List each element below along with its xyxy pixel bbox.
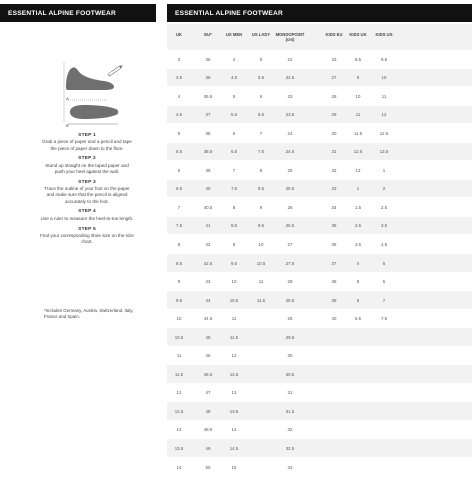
cell-uk: 5 [177,130,181,136]
table-row [167,87,472,106]
cell-mondopoint: 29 [287,316,293,322]
cell-eu: 50 [205,464,211,470]
cell-eu: 45 [205,334,211,340]
cell-kids-uk: 5 [356,279,360,285]
cell-eu: 39 [205,167,211,173]
label-a: A [66,96,69,101]
cell-uk: 9.5 [175,297,183,303]
cell-uk: 13.5 [174,445,184,451]
cell-us-lady: 5 [259,56,263,62]
pencil-icon [108,64,123,76]
cell-uk: 11.5 [174,371,184,377]
foot-measure-diagram [58,60,124,128]
table-row [167,124,472,143]
cell-kids-us: 11 [381,93,387,99]
size-chart-table [167,24,472,477]
cell-kids-eu: 28 [331,93,337,99]
table-row [167,347,472,366]
cell-us-men: 5 [232,93,236,99]
cell-us-lady: 5.5 [257,75,265,81]
cell-kids-uk: 6 [356,297,360,303]
label-b: B [66,123,69,128]
cell-kids-us: 7.5 [380,316,388,322]
table-row [167,143,472,162]
cell-kids-us: 3.5 [380,223,388,229]
cell-us-men: 10 [231,279,237,285]
cell-us-men: 5.5 [230,112,238,118]
cell-eu: 48 [205,408,211,414]
cell-kids-uk: 11 [355,112,361,118]
foot-side-view [66,67,114,90]
cell-kids-eu: 33 [331,56,337,62]
cell-mondopoint: 26 [287,204,293,210]
header-mondopoint: MONDOPOINT (cm) [275,32,305,42]
cell-kids-uk: 12.5 [353,149,363,155]
cell-mondopoint: 23 [287,93,293,99]
cell-us-lady: 8.5 [257,186,265,192]
cell-kids-us: 1 [382,167,386,173]
table-row [167,180,472,199]
table-row [167,402,472,421]
foot-top-view [70,105,118,119]
size-guide-panel [0,0,156,472]
cell-uk: 7 [177,204,181,210]
cell-uk: 4.5 [175,112,183,118]
cell-us-lady: 11 [258,279,264,285]
cell-kids-uk: 8.5 [354,56,362,62]
cell-uk: 10 [176,316,182,322]
cell-kids-uk: 13 [355,167,361,173]
table-row [167,273,472,292]
cell-us-lady: 7.5 [257,149,265,155]
cell-uk: 4 [177,93,181,99]
cell-eu: 37 [205,112,211,118]
cell-us-men: 7.5 [230,186,238,192]
cell-mondopoint: 24.5 [285,149,295,155]
cell-us-men: 12.5 [229,371,239,377]
table-row [167,254,472,273]
cell-eu: 44 [205,297,211,303]
cell-us-men: 14 [231,427,237,433]
cell-kids-uk: 10 [355,93,361,99]
cell-kids-eu: 35 [331,223,337,229]
cell-mondopoint: 27 [287,241,293,247]
cell-us-lady: 6 [259,93,263,99]
table-row [167,310,472,329]
step-text: Trace the outline of your foot on the paper and make sure that the pencil is aligned accurately to the foot. [44,186,130,204]
cell-us-men: 11 [231,316,237,322]
cell-us-men: 4.5 [230,75,238,81]
cell-eu: 38.5 [203,149,213,155]
cell-mondopoint: 25 [287,167,293,173]
cell-uk: 10.5 [174,334,184,340]
cell-uk: 6.5 [175,186,183,192]
size-chart-title: ESSENTIAL ALPINE FOOTWEAR [167,4,472,22]
cell-us-men: 9.5 [230,260,238,266]
cell-us-men: 6 [232,130,236,136]
cell-kids-us: 10 [381,75,387,81]
table-row [167,198,472,217]
cell-kids-us: 4.5 [380,241,388,247]
table-row [167,69,472,88]
cell-kids-us: 12 [381,112,387,118]
cell-us-men: 14.5 [229,445,239,451]
cell-mondopoint: 23.5 [285,112,295,118]
table-row [167,328,472,347]
cell-uk: 12.5 [174,408,184,414]
cell-kids-us: 13.5 [379,149,389,155]
cell-kids-eu: 40 [331,316,337,322]
cell-kids-us: 12.5 [379,130,389,136]
cell-eu: 46.5 [203,371,213,377]
cell-mondopoint: 32.5 [285,445,295,451]
cell-us-men: 7 [232,167,236,173]
cell-mondopoint: 22 [287,56,293,62]
cell-mondopoint: 31.5 [285,408,295,414]
cell-eu: 43 [205,279,211,285]
cell-kids-eu: 36 [331,241,337,247]
table-row [167,235,472,254]
size-chart-header [167,24,472,50]
cell-eu: 36.5 [203,93,213,99]
cell-eu: 48.5 [203,427,213,433]
step-title: STEP 5 [78,226,96,232]
step-3 [40,180,134,205]
cell-kids-us: 9.5 [380,56,388,62]
cell-uk: 14 [176,464,182,470]
cell-us-lady: 6.5 [257,112,265,118]
cell-us-men: 8.5 [230,223,238,229]
cell-uk: 8 [177,241,181,247]
cell-kids-us: 2 [382,186,386,192]
cell-kids-eu: 31 [331,149,337,155]
cell-us-lady: 7 [259,130,263,136]
cell-eu: 44.5 [203,316,213,322]
step-1 [40,133,134,152]
cell-uk: 6 [177,167,181,173]
cell-kids-uk: 11.5 [353,130,363,136]
size-guide-title: ESSENTIAL ALPINE FOOTWEAR [0,4,156,22]
header-eu: EU* [204,32,212,37]
step-2 [40,156,134,175]
step-title: STEP 1 [78,133,96,138]
header-kids-eu: KIDS EU [325,32,343,37]
table-row [167,291,472,310]
step-text: Use a ruler to measure the heel-to-toe length. [40,215,134,221]
cell-eu: 38 [205,130,211,136]
cell-kids-uk: 9 [356,75,360,81]
table-row [167,421,472,440]
table-row [167,458,472,477]
cell-us-lady: 8 [259,167,263,173]
cell-kids-us: 5 [382,260,386,266]
cell-kids-uk: 1.5 [354,204,362,210]
cell-us-lady: 10.5 [256,260,266,266]
step-text: Find your corresponding shoe size on the size chart. [40,232,134,245]
cell-mondopoint: 22.5 [285,75,295,81]
cell-us-lady: 9 [259,204,263,210]
cell-mondopoint: 30 [287,353,293,359]
instruction-steps [40,133,134,250]
cell-mondopoint: 27.5 [285,260,295,266]
cell-us-men: 8 [232,204,236,210]
cell-mondopoint: 25.5 [285,186,295,192]
table-row [167,365,472,384]
cell-eu: 42.5 [203,260,213,266]
cell-mondopoint: 26.5 [285,223,295,229]
cell-us-men: 12 [231,353,237,359]
cell-kids-uk: 6.5 [354,316,362,322]
cell-us-lady: 9.5 [257,223,265,229]
cell-kids-uk: 3.5 [354,241,362,247]
step-title: STEP 3 [78,179,96,185]
cell-kids-eu: 27 [331,75,337,81]
cell-kids-uk: 2.5 [354,223,362,229]
cell-kids-us: 6 [382,279,386,285]
cell-kids-eu: 29 [331,112,337,118]
cell-kids-eu: 34 [331,204,337,210]
step-text: Grab a piece of paper and a pencil and tape the piece of paper down to the floor. [42,139,132,151]
cell-kids-eu: 39 [331,297,337,303]
step-text: Stand up straight on the taped paper and push your heel against the wall. [45,162,129,174]
cell-mondopoint: 30.5 [285,371,295,377]
cell-kids-us: 2.5 [380,204,388,210]
cell-kids-uk: 4 [356,260,360,266]
cell-uk: 5.5 [175,149,183,155]
cell-eu: 40.5 [203,204,213,210]
cell-mondopoint: 29.5 [285,334,295,340]
cell-us-men: 15 [231,464,237,470]
table-row [167,50,472,69]
cell-mondopoint: 32 [287,427,293,433]
header-kids-us: KIDS US [375,32,393,37]
cell-uk: 7.5 [175,223,183,229]
header-us-lady: US LADY [251,32,271,37]
cell-us-men: 4 [232,56,236,62]
cell-uk: 3 [177,56,181,62]
cell-uk: 13 [176,427,182,433]
header-us-men: US MEN [225,32,243,37]
cell-kids-eu: 30 [331,130,337,136]
cell-mondopoint: 24 [287,130,293,136]
cell-kids-eu: 38 [331,279,337,285]
cell-uk: 9 [177,279,181,285]
cell-kids-eu: 37 [331,260,337,266]
cell-us-men: 11.5 [229,334,239,340]
cell-eu: 47 [205,390,211,396]
cell-uk: 3.5 [175,75,183,81]
step-title: STEP 4 [78,209,96,215]
table-row [167,439,472,458]
step-5 [40,227,134,246]
cell-eu: 36 [205,75,211,81]
cell-us-lady: 11.5 [256,297,266,303]
cell-kids-uk: 1 [356,186,360,192]
size-chart-body [167,50,472,477]
cell-eu: 42 [205,241,211,247]
header-kids-uk: KIDS UK [349,32,367,37]
cell-us-men: 9 [232,241,236,247]
cell-eu: 40 [205,186,211,192]
cell-kids-us: 7 [382,297,386,303]
cell-kids-eu: 32 [331,167,337,173]
cell-uk: 11 [176,353,182,359]
cell-mondopoint: 28 [287,279,293,285]
cell-mondopoint: 31 [287,390,293,396]
cell-us-men: 10.5 [229,297,239,303]
header-uk: UK [175,32,183,37]
cell-eu: 41 [205,223,211,229]
cell-eu: 49 [205,445,211,451]
table-row [167,384,472,403]
step-4 [40,209,134,222]
cell-uk: 8.5 [175,260,183,266]
cell-kids-eu: 33 [331,186,337,192]
table-row [167,161,472,180]
cell-us-men: 6.5 [230,149,238,155]
footnote: *Includes Germany, Austria, Switzerland, Italy, France and Spain. [44,308,134,319]
cell-mondopoint: 33 [287,464,293,470]
cell-us-lady: 10 [258,241,264,247]
cell-eu: 46 [205,353,211,359]
cell-us-men: 13 [231,390,237,396]
step-title: STEP 2 [78,156,96,162]
cell-us-men: 13.5 [229,408,239,414]
table-row [167,217,472,236]
cell-eu: 36 [205,56,211,62]
table-row [167,106,472,125]
cell-mondopoint: 28.5 [285,297,295,303]
cell-uk: 12 [176,390,182,396]
